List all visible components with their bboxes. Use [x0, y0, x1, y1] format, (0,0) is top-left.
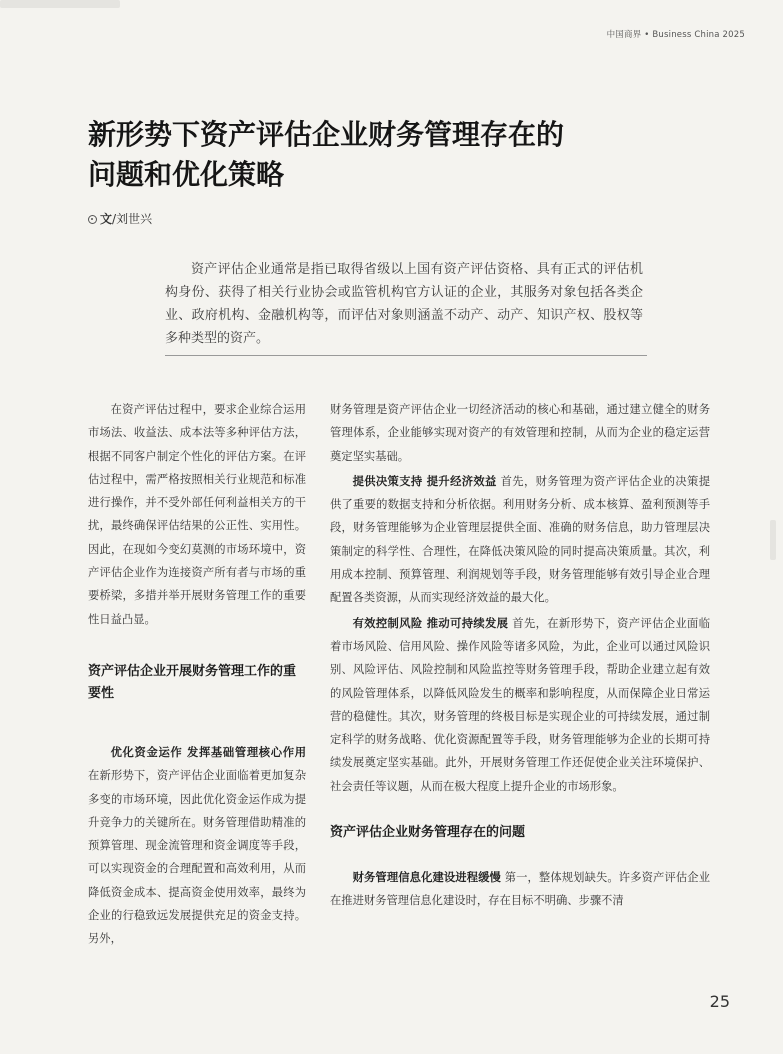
section-heading-problems: 资产评估企业财务管理存在的问题: [330, 825, 526, 841]
intro-paragraph: 在资产评估过程中，要求企业综合运用市场法、收益法、成本法等多种评估方法，根据不同客户制定个性化的评估方案。在评估过程中，需严格按照相关行业规范和标准进行操作，并不受外部任何利益相关方的干扰，最终确保评估结果的公正性、实用性。因此，在现如今变幻莫测的市场环境中，资产评估企业作为连接资产所有者与市场的重要桥梁，多措并举开展财务管理工作的重要性日益凸显。: [88, 403, 306, 626]
page-number: 25: [709, 992, 730, 1011]
title-line-1: 新形势下资产评估企业财务管理存在的: [88, 118, 565, 151]
decision-support-text: 首先，财务管理为资产评估企业的决策提供了重要的数据支持和分析依据。利用财务分析、成本核算、盈利预测等手段，财务管理能够为企业管理层提供全面、准确的财务信息，助力管理层决策制定的科学性、合理性，在降低决策风险的同时提高决策质量。其次，利用成本控制、预算管理、利润规划等手段，财务管理能够有效引导企业合理配置各类资源，从而实现经济效益的最大化。: [330, 474, 710, 605]
paragraph-risk-control: [330, 612, 710, 798]
byline: [88, 210, 152, 227]
scan-artifact: [0, 0, 120, 8]
capital-operation-text: 在新形势下，资产评估企业面临着更加复杂多变的市场环境，因此优化资金运作成为提升竞争力的关键所在。财务管理借助精准的预算管理、现金流管理和资金调度等手段，可以实现资金的合理配置和高效利用，从而降低资金成本、提高资金使用效率，最终为企业的行稳致远发展提供充足的资金支持。另外，: [88, 769, 306, 946]
section-heading-importance: 资产评估企业开展财务管理工作的重要性: [88, 663, 297, 701]
article-title: [88, 115, 728, 195]
paragraph-capital-operation: [88, 741, 306, 951]
paragraph-decision-support: [330, 470, 710, 610]
scan-artifact: [770, 520, 776, 560]
paragraph-informatization: [330, 866, 710, 913]
title-line-2: 问题和优化策略: [88, 158, 285, 191]
author-name: 刘世兴: [116, 212, 153, 226]
byline-separator: /: [112, 212, 117, 226]
continued-paragraph: 财务管理是资产评估企业一切经济活动的核心和基础，通过建立健全的财务管理体系，企业能够实现对资产的有效管理和控制，从而为企业的稳定运营奠定坚实基础。: [330, 403, 710, 463]
abstract-divider: [165, 355, 647, 356]
subheading-informatization: 财务管理信息化建设进程缓慢: [352, 871, 501, 885]
abstract: 资产评估企业通常是指已取得省级以上国有资产评估资格、具有正式的评估机构身份、获得了相关行业协会或监管机构官方认证的企业，其服务对象包括各类企业、政府机构、金融机构等，而评估对象则涵盖不动产、动产、知识产权、股权等多种类型的资产。: [165, 262, 643, 346]
risk-control-text: 首先，在新形势下，资产评估企业面临着市场风险、信用风险、操作风险等诸多风险，为此，企业可以通过风险识别、风险评估、风险控制和风险监控等财务管理手段，帮助企业建立起有效的风险管理体系，以降低风险发生的概率和影响程度，从而保障企业日常运营的稳健性。其次，财务管理的终极目标是实现企业的可持续发展，通过制定科学的财务战略、优化资源配置等手段，财务管理能够为企业的长期可持续发展奠定坚实基础。此外，开展财务管理工作还促使企业关注环境保护、社会责任等议题，从而在极大程度上提升企业的市场形象。: [330, 616, 710, 793]
left-column: [88, 398, 306, 951]
byline-label: 文: [100, 212, 113, 226]
subheading-capital-operation: 优化资金运作 发挥基础管理核心作用: [110, 745, 306, 759]
bullet-circle-icon: [88, 215, 97, 224]
right-column: [330, 398, 710, 913]
subheading-decision-support: 提供决策支持 提升经济效益: [352, 474, 497, 488]
subheading-risk-control: 有效控制风险 推动可持续发展: [352, 616, 509, 630]
informatization-text: 第一，整体规划缺失。许多资产评估企业在推进财务管理信息化建设时，存在目标不明确、步骤不清: [330, 871, 710, 908]
journal-header: 中国商界 • Business China 2025: [606, 30, 745, 40]
